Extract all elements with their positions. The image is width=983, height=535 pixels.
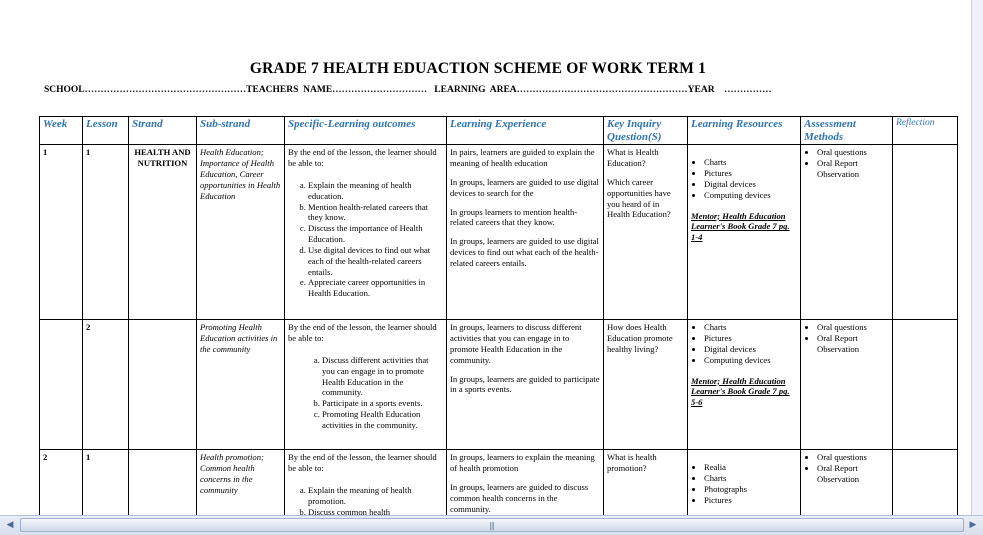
reflection-cell <box>893 320 958 450</box>
header-row <box>40 117 958 145</box>
header-strand: Strand <box>129 117 197 145</box>
table-row <box>40 450 958 515</box>
outcomes-intro: By the end of the lesson, the learner should be able to: <box>288 147 437 169</box>
header-week: Week <box>40 117 83 145</box>
week-cell: 2 <box>40 450 83 515</box>
assessment-item: • Oral Report Observation <box>817 158 889 180</box>
scheme-of-work-table <box>39 116 958 515</box>
scrollbar-thumb[interactable] <box>20 518 964 532</box>
header-substrand: Sub-strand <box>197 117 285 145</box>
resource-item: • Digital devices <box>704 344 797 355</box>
inquiry-item: What is Health Education? <box>607 147 659 169</box>
header-reflection: Reflection <box>893 117 958 145</box>
assessment-item: • Oral questions <box>817 452 889 463</box>
outcome-item: a. Discuss different activities that you can engage in to promote Health Education in the community. <box>322 355 443 398</box>
week-cell: 1 <box>40 145 83 320</box>
outcome-item: c. Promoting Health Education activities in the community. <box>322 409 443 431</box>
outcome-item: b. Mention health-related careers that they know. <box>308 202 443 224</box>
experience-item: In groups, learners are guided to participate in a sports events. <box>450 373 600 395</box>
resource-item: • Computing devices <box>704 190 797 201</box>
horizontal-scrollbar[interactable] <box>0 515 983 535</box>
assessment-cell <box>801 320 893 450</box>
header-assessment: Assessment Methods <box>801 117 893 145</box>
table-row <box>40 145 958 320</box>
resource-item: • Realia <box>704 462 797 473</box>
inquiry-item: What is health promotion? <box>607 452 657 474</box>
header-experience: Learning Experience <box>447 117 604 145</box>
resources-cell <box>688 450 801 515</box>
outcome-item: e. Appreciate career opportunities in Health Education. <box>308 277 443 299</box>
experience-cell <box>447 320 604 450</box>
resources-cell <box>688 145 801 320</box>
experience-cell <box>447 450 604 515</box>
substrand-cell: Health promotion; Common health concerns in the community <box>197 450 285 515</box>
vertical-scrollbar[interactable] <box>971 0 983 515</box>
lesson-cell: 2 <box>83 320 129 450</box>
header-inquiry: Key Inquiry Question(S) <box>604 117 688 145</box>
experience-item: In groups, learners are guided to use digital devices to search for the <box>450 176 599 198</box>
scroll-left-icon[interactable]: ◀ <box>6 520 14 530</box>
outcome-item: c. Discuss the importance of Health Education. <box>308 223 443 245</box>
mentor-reference: Mentor; Health Education Learner's Book Grade 7 pg. 1-4 <box>691 210 790 243</box>
assessment-cell <box>801 145 893 320</box>
resource-item: • Pictures <box>704 333 797 344</box>
resource-item: • Digital devices <box>704 179 797 190</box>
experience-item: In groups, learners to discuss different activities that you can engage in to promote Health Education in the community. <box>450 322 582 365</box>
outcomes-cell <box>285 450 447 515</box>
assessment-item: • Oral questions <box>817 147 889 158</box>
outcomes-intro: By the end of the lesson, the learner should be able to: <box>288 322 437 344</box>
lesson-cell: 1 <box>83 450 129 515</box>
resource-item: • Charts <box>704 322 797 333</box>
outcomes-intro: By the end of the lesson, the learner should be able to: <box>288 452 437 474</box>
assessment-item: • Oral Report Observation <box>817 463 889 485</box>
header-lesson: Lesson <box>83 117 129 145</box>
reflection-cell <box>893 450 958 515</box>
resource-item: • Charts <box>704 473 797 484</box>
outcome-item: d. Use digital devices to find out what each of the health-related careers entails. <box>308 245 443 277</box>
outcomes-cell <box>285 145 447 320</box>
outcomes-cell <box>285 320 447 450</box>
substrand-cell: Promoting Health Education activities in the community <box>197 320 285 450</box>
scroll-right-icon[interactable]: ▶ <box>969 520 977 530</box>
assessment-cell <box>801 450 893 515</box>
reflection-cell <box>893 145 958 320</box>
header-resources: Learning Resources <box>688 117 801 145</box>
table-row <box>40 320 958 450</box>
outcome-item: b. Participate in a sports events. <box>322 398 443 409</box>
resources-cell <box>688 320 801 450</box>
resource-item: • Charts <box>704 157 797 168</box>
inquiry-cell <box>604 450 688 515</box>
resource-item: • Computing devices <box>704 355 797 366</box>
grip-icon: ||| <box>489 521 495 530</box>
inquiry-cell <box>604 145 688 320</box>
strand-cell <box>129 320 197 450</box>
experience-item: In groups, learners to explain the meaning of health promotion <box>450 452 595 474</box>
experience-item: In groups, learners are guided to use digital devices to find out what each of the health-related careers entails. <box>450 236 599 268</box>
strand-cell: HEALTH AND NUTRITION <box>129 145 197 320</box>
assessment-item: • Oral questions <box>817 322 889 333</box>
resource-item: • Pictures <box>704 495 797 506</box>
mentor-reference: Mentor; Health Education Learner's Book Grade 7 pg. 5-6 <box>691 375 790 408</box>
outcome-item: a. Explain the meaning of health education. <box>308 180 443 202</box>
inquiry-cell <box>604 320 688 450</box>
outcome-item: a. Explain the meaning of health promotion. <box>308 485 443 507</box>
resource-item: • Photographs <box>704 484 797 495</box>
substrand-cell: Health Education; Importance of Health Education, Career opportunities in Health Education <box>197 145 285 320</box>
outcome-item: b. Discuss common health <box>308 507 443 515</box>
strand-cell <box>129 450 197 515</box>
header-outcomes: Specific-Learning outcomes <box>285 117 447 145</box>
week-cell <box>40 320 83 450</box>
experience-item: In groups learners to mention health-related careers that they know. <box>450 206 578 228</box>
resource-item: • Pictures <box>704 168 797 179</box>
assessment-item: • Oral Report Observation <box>817 333 889 355</box>
document-title: GRADE 7 HEALTH EDUACTION SCHEME OF WORK TERM 1 <box>249 60 707 77</box>
experience-item: In groups, learners are guided to discuss common health concerns in the community. <box>450 481 589 514</box>
inquiry-item: How does Health Education promote healthy living? <box>607 322 673 354</box>
experience-item: In pairs, learners are guided to explain the meaning of health education <box>450 147 595 169</box>
inquiry-item: Which career opportunities have you heard of in Health Education? <box>607 176 671 220</box>
lesson-cell: 1 <box>83 145 129 320</box>
info-line: SCHOOL……………………………………………TEACHERS NAME………………………… LEARNING AREA………………………………………………YEAR …………… <box>44 85 772 95</box>
experience-cell <box>447 145 604 320</box>
